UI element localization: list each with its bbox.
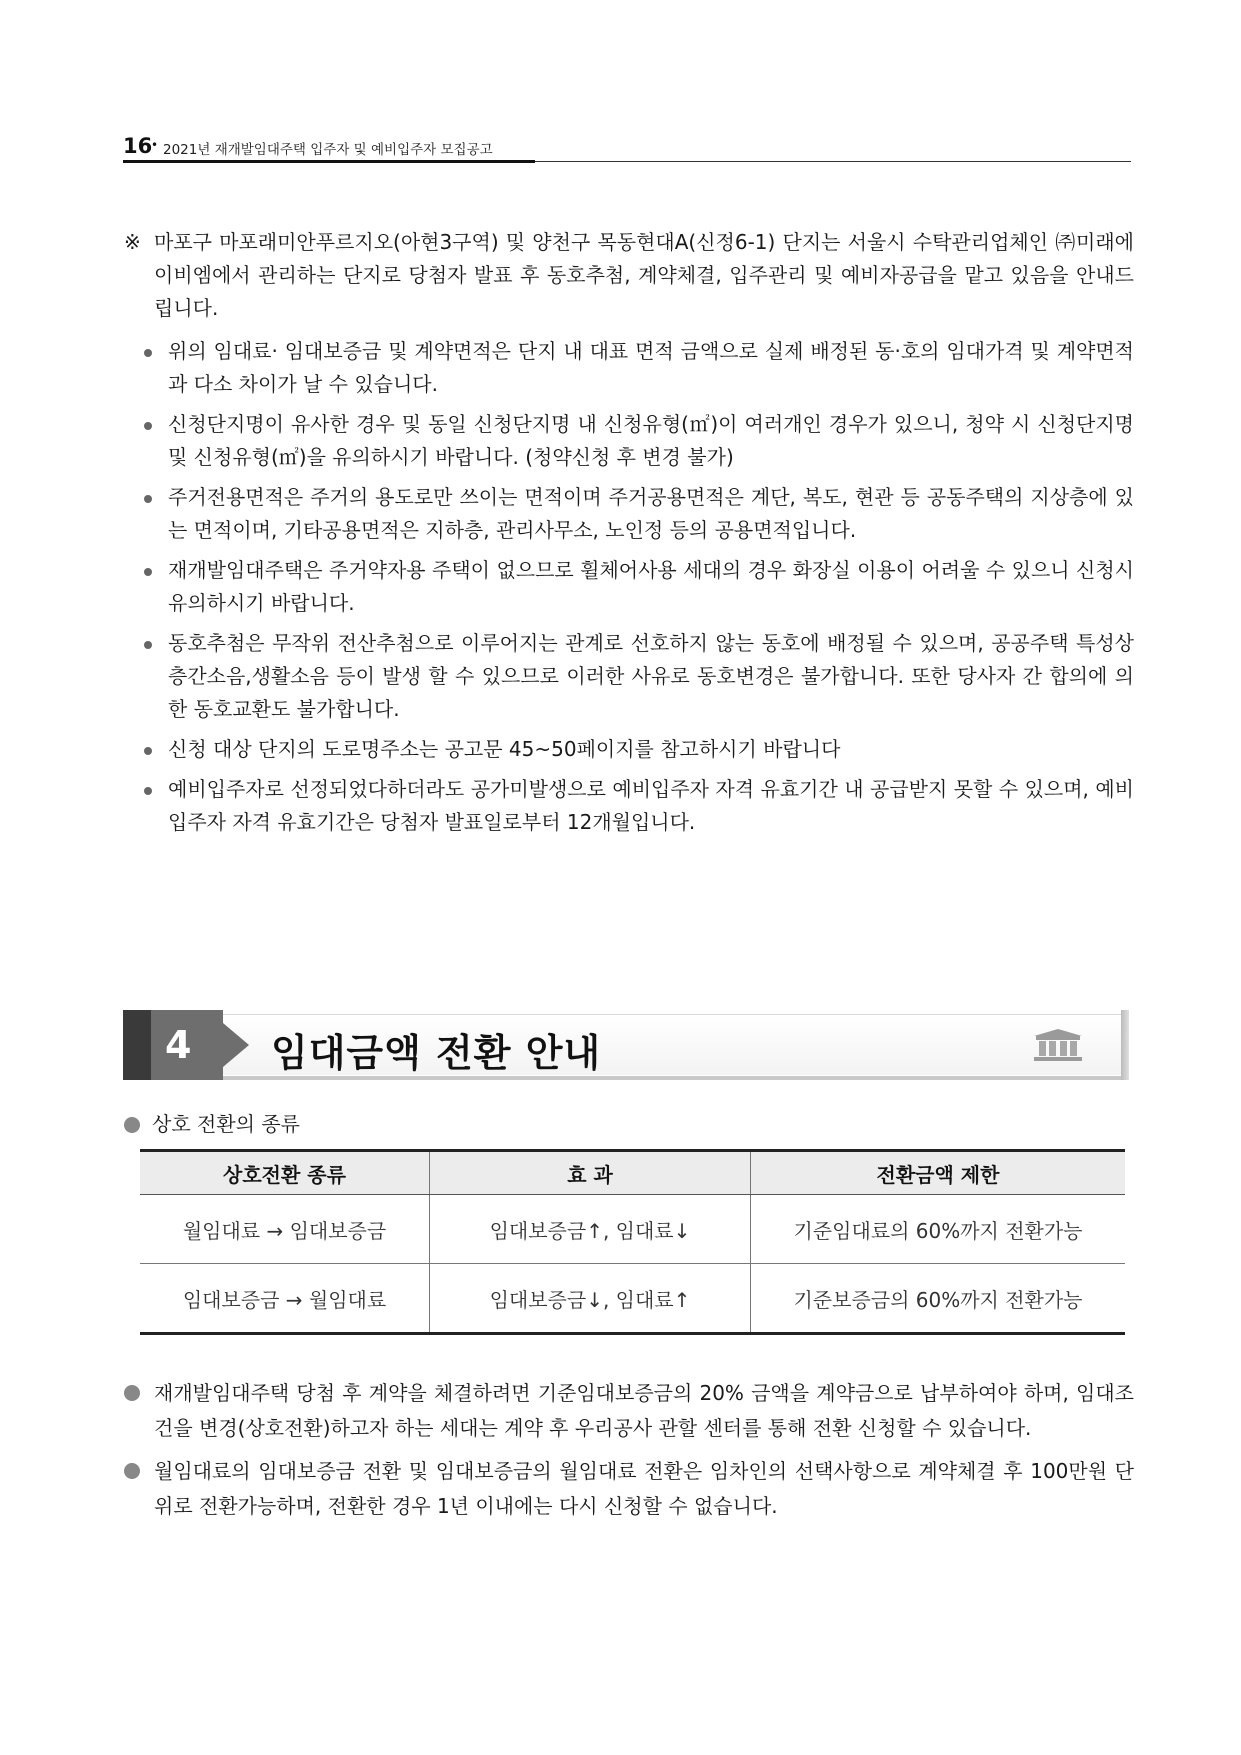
note-dot-icon [124,1463,140,1479]
section-number: 4 [165,1023,192,1067]
table-row [140,1264,1125,1334]
section-arrow-icon [223,1023,249,1067]
bullet-text: 주거전용면적은 주거의 용도로만 쓰이는 면적이며 주거공용면적은 계단, 복도, 현관 등 공동주택의 지상층에 있는 면적이며, 기타공용면적은 지하층, 관리사무소, 노인정 등의 공용면적입니다. [168,485,1134,542]
note-text: 마포구 마포래미안푸르지오(아현3구역) 및 양천구 목동현대A(신정6-1) 단지는 서울시 수탁관리업체인 ㈜미래에이비엠에서 관리하는 단지로 당첨자 발표 후 동호추첨, 계약체결, 입주관리 및 예비자공급을 맡고 있음을 안내드립니다. [154,230,1134,320]
table-cell: 임대보증금 → 월임대료 [140,1264,430,1334]
table-row [140,1195,1125,1264]
bullet-item [142,335,1134,401]
bullet-list [142,335,1134,846]
bullet-text: 재개발임대주택은 주거약자용 주택이 없으므로 휠체어사용 세대의 경우 화장실 이용이 어려울 수 있으니 신청시 유의하시기 바랍니다. [168,558,1134,615]
bullet-item [142,554,1134,620]
conversion-table [140,1149,1125,1335]
note-item [124,1376,1134,1446]
subheading [124,1108,300,1137]
table-cell: 임대보증금↑, 임대료↓ [430,1195,751,1264]
table-cell: 기준보증금의 60%까지 전환가능 [751,1264,1126,1334]
note-dot-icon [124,1385,140,1401]
section-title: 임대금액 전환 안내 [271,1031,602,1075]
bullet-dot-icon [144,787,152,795]
column-header: 전환금액 제한 [751,1151,1126,1195]
column-header: 상호전환 종류 [140,1151,430,1195]
header-separator: • [151,138,159,152]
table-cell: 기준임대료의 60%까지 전환가능 [751,1195,1126,1264]
bullet-text: 동호추첨은 무작위 전산추첨으로 이루어지는 관계로 선호하지 않는 동호에 배정될 수 있으며, 공공주택 특성상 층간소음,생활소음 등이 발생 할 수 있으므로 이러한 사유로 동호변경은 불가합니다. 또한 당사자 간 합의에 의한 동호교환도 불가합니다. [168,631,1134,721]
section-bar-edge [1121,1010,1129,1080]
bullet-dot-icon [144,495,152,503]
section-heading-bar [123,1010,1129,1080]
bullet-dot-icon [144,641,152,649]
subheading-dot-icon [124,1117,140,1133]
note-mark: ※ [124,230,141,254]
column-header: 효 과 [430,1151,751,1195]
building-icon [1032,1028,1084,1062]
note-item-text: 월임대료의 임대보증금 전환 및 임대보증금의 월임대료 전환은 임차인의 선택사항으로 계약체결 후 100만원 단위로 전환가능하며, 전환한 경우 1년 이내에는 다시 신청할 수 없습니다. [154,1459,1134,1518]
note-item-text: 재개발임대주택 당첨 후 계약을 체결하려면 기준임대보증금의 20% 금액을 계약금으로 납부하여야 하며, 임대조건을 변경(상호전환)하고자 하는 세대는 계약 후 우리공사 관할 센터를 통해 전환 신청할 수 있습니다. [154,1381,1134,1440]
header-rule-thin [535,161,1131,162]
page-header [123,134,1131,164]
bullet-dot-icon [144,349,152,357]
table-cell: 월임대료 → 임대보증금 [140,1195,430,1264]
bullet-dot-icon [144,568,152,576]
notes-list [124,1376,1134,1532]
bullet-item [142,627,1134,726]
bullet-text: 신청단지명이 유사한 경우 및 동일 신청단지명 내 신청유형(㎡)이 여러개인 경우가 있으니, 청약 시 신청단지명 및 신청유형(㎡)을 유의하시기 바랍니다. (청약신청 후 변경 불가) [168,412,1134,469]
subheading-text: 상호 전환의 종류 [152,1112,300,1136]
header-title: 2021년 재개발임대주택 입주자 및 예비입주자 모집공고 [163,142,493,158]
bullet-text: 예비입주자로 선정되었다하더라도 공가미발생으로 예비입주자 자격 유효기간 내 공급받지 못할 수 있으며, 예비입주자 자격 유효기간은 당첨자 발표일로부터 12개월입니다. [168,777,1134,834]
table-header-row [140,1151,1125,1195]
table-cell: 임대보증금↓, 임대료↑ [430,1264,751,1334]
bullet-text: 위의 임대료· 임대보증금 및 계약면적은 단지 내 대표 면적 금액으로 실제 배정된 동·호의 임대가격 및 계약면적과 다소 차이가 날 수 있습니다. [168,339,1134,396]
page-number: 16 [123,134,153,158]
bullet-item [142,408,1134,474]
bullet-item [142,481,1134,547]
header-rule-thick [123,160,535,163]
bullet-item [142,773,1134,839]
section-bar-left-strip [123,1010,151,1080]
bullet-text: 신청 대상 단지의 도로명주소는 공고문 45~50페이지를 참고하시기 바랍니다 [168,737,841,761]
note-paragraph [124,226,1134,325]
bullet-item [142,733,1134,766]
bullet-dot-icon [144,747,152,755]
bullet-dot-icon [144,422,152,430]
note-item [124,1454,1134,1524]
